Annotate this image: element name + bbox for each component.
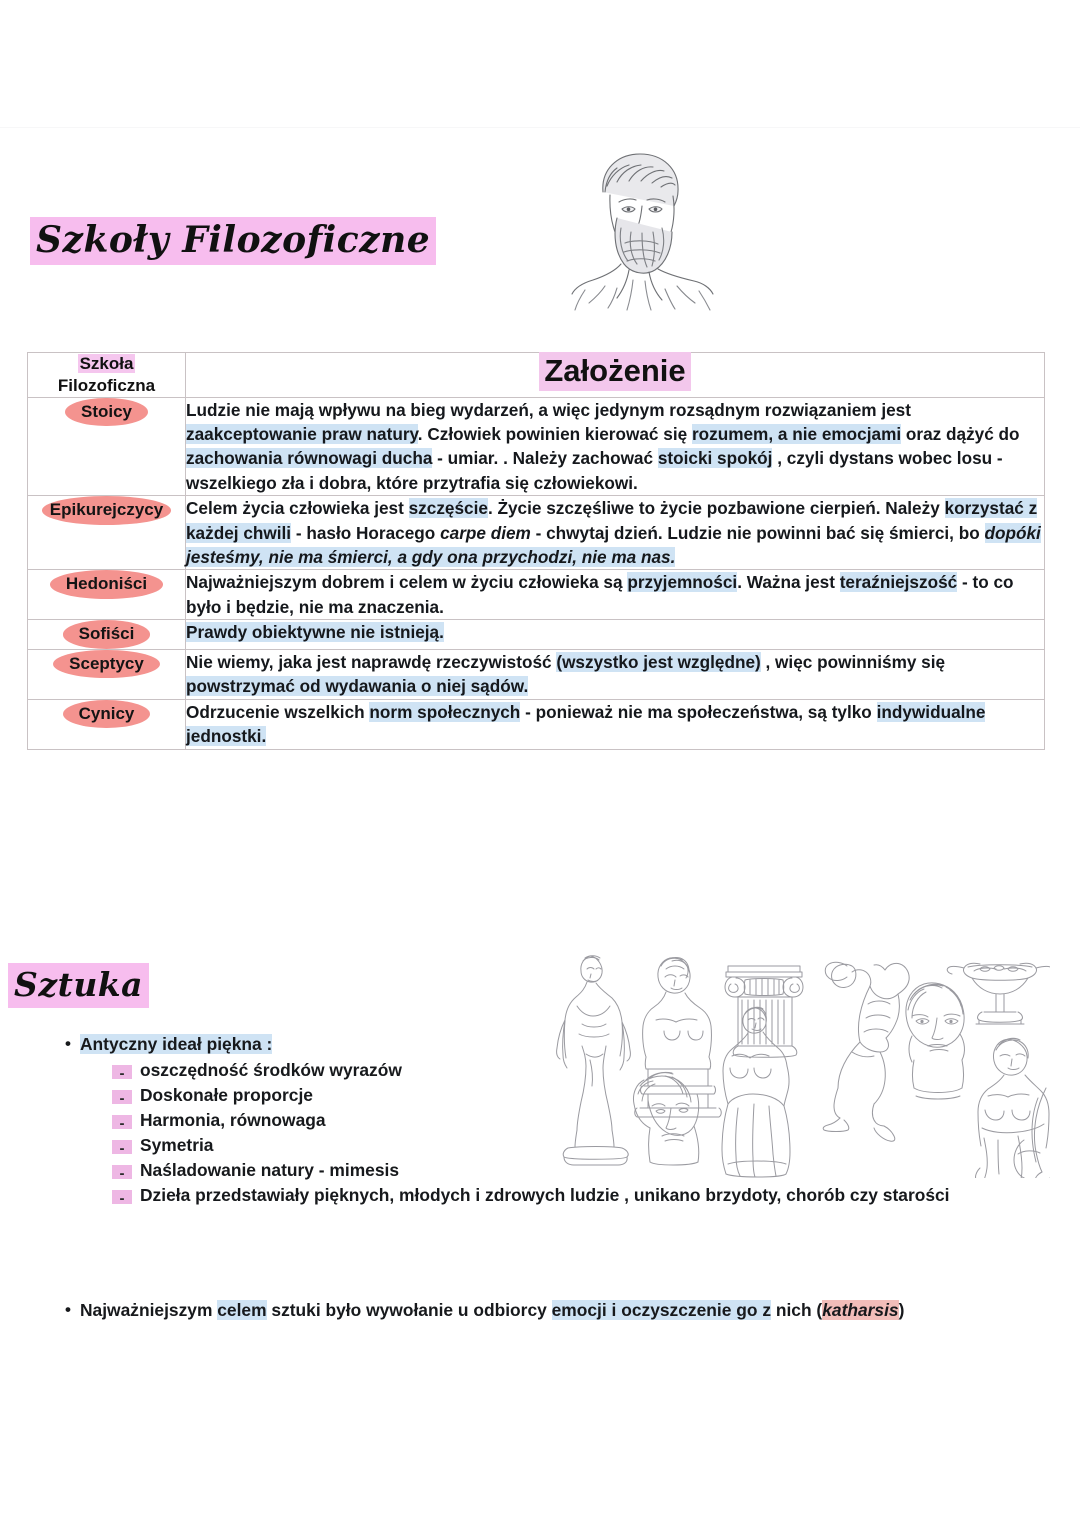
school-description-cell: Najważniejszym dobrem i celem w życiu człowieka są przyjemności. Ważna jest teraźniejszość - to co było i będzie, nie ma znaczenia. [186, 570, 1045, 620]
page-title-text: Szkoły Filozoficzne [30, 217, 436, 265]
bullet-ideal-text: Antyczny ideał piękna : [80, 1034, 273, 1054]
dash-marker-icon: - [112, 1140, 132, 1154]
sub-item-label: Dzieła przedstawiały pięknych, młodych i zdrowych ludzie , unikano brzydoty, chorób czy starości [140, 1185, 950, 1206]
section-title-sztuka-text: Sztuka [8, 963, 149, 1008]
school-badge-cynicy: Cynicy [63, 700, 151, 729]
dash-marker-icon: - [112, 1190, 132, 1204]
header-school-column [28, 353, 186, 398]
school-description-cell: Ludzie nie mają wpływu na bieg wydarzeń, a więc jedynym rozsądnym rozwiązaniem jest zaakceptowanie praw natury. Człowiek powinien kierować się rozumem, a nie emocjami oraz dążyć do zachowania równowagi ducha - umiar. . Należy zachować stoicki spokój , czyli dystans wobec losu - wszelkiego zła i dobra, które przytrafia się człowiekowi. [186, 397, 1045, 496]
sub-item-label: Harmonia, równowaga [140, 1110, 326, 1131]
list-item [112, 1108, 956, 1132]
philosophy-schools-table [27, 352, 1045, 750]
sztuka-bullet-list [56, 1032, 956, 1208]
school-badge-epikurejczycy: Epikurejczycy [42, 496, 171, 525]
sub-item-label: Naśladowanie natury - mimesis [140, 1160, 400, 1181]
list-item [112, 1158, 956, 1182]
school-name-cell [28, 620, 186, 650]
school-description-cell: Celem życia człowieka jest szczęście. Życie szczęśliwe to życie pozbawione cierpień. Należy korzystać z każdej chwili - hasło Horacego carpe diem - chwytaj dzień. Ludzie nie powinni bać się śmierci, bo dopóki jesteśmy, nie ma śmierci, a gdy ona przychodzi, nie ma nas. [186, 496, 1045, 570]
sub-item-label: Symetria [140, 1135, 214, 1156]
school-badge-stoicy: Stoicy [65, 398, 148, 427]
section-title-sztuka [8, 965, 149, 1004]
school-badge-sofisci: Sofiści [63, 620, 151, 649]
list-item [112, 1183, 956, 1207]
philosopher-bust-icon [545, 140, 735, 315]
school-description-cell: Prawdy obiektywne nie istnieją. [186, 620, 1045, 650]
table-header-row [28, 353, 1045, 398]
dash-marker-icon: - [112, 1065, 132, 1079]
table-row [28, 570, 1045, 620]
table-row [28, 496, 1045, 570]
list-item [56, 1032, 956, 1056]
school-name-cell [28, 649, 186, 699]
katharsis-term: katharsis [822, 1300, 899, 1320]
school-description-cell: Odrzucenie wszelkich norm społecznych - ponieważ nie ma społeczeństwa, są tylko indywidualne jednostki. [186, 699, 1045, 749]
header-assumption-column [186, 353, 1045, 398]
school-name-cell [28, 397, 186, 496]
bullet-marker-icon: • [65, 1034, 71, 1053]
school-name-cell [28, 699, 186, 749]
header-school-line1: Szkoła [79, 354, 134, 373]
school-description-cell: Nie wiemy, jaka jest naprawdę rzeczywistość (wszystko jest względne) , więc powinniśmy się powstrzymać od wydawania o niej sądów. [186, 649, 1045, 699]
list-item [56, 1298, 956, 1323]
table-row [28, 397, 1045, 496]
table-row [28, 699, 1045, 749]
school-badge-sceptycy: Sceptycy [53, 650, 160, 679]
bullet-marker-icon: • [65, 1300, 71, 1319]
sztuka-sub-list [112, 1058, 956, 1207]
list-item [112, 1133, 956, 1157]
school-badge-hedonisci: Hedoniści [50, 570, 163, 599]
dash-marker-icon: - [112, 1165, 132, 1179]
page-title [30, 219, 436, 261]
sub-item-label: oszczędność środków wyrazów [140, 1060, 402, 1081]
list-item [112, 1058, 956, 1082]
table-row [28, 620, 1045, 650]
sub-item-label: Doskonałe proporcje [140, 1085, 313, 1106]
dash-marker-icon: - [112, 1115, 132, 1129]
school-name-cell [28, 570, 186, 620]
closing-bullet-text: Najważniejszym celem sztuki było wywołanie u odbiorcy emocji i oczyszczenie go z nich (katharsis) [80, 1300, 905, 1320]
school-name-cell [28, 496, 186, 570]
header-assumption-text: Założenie [539, 352, 690, 391]
list-item [112, 1083, 956, 1107]
table-row [28, 649, 1045, 699]
dash-marker-icon: - [112, 1090, 132, 1104]
header-school-line2: Filozoficzna [57, 375, 156, 395]
sztuka-closing-bullet [56, 1298, 956, 1324]
